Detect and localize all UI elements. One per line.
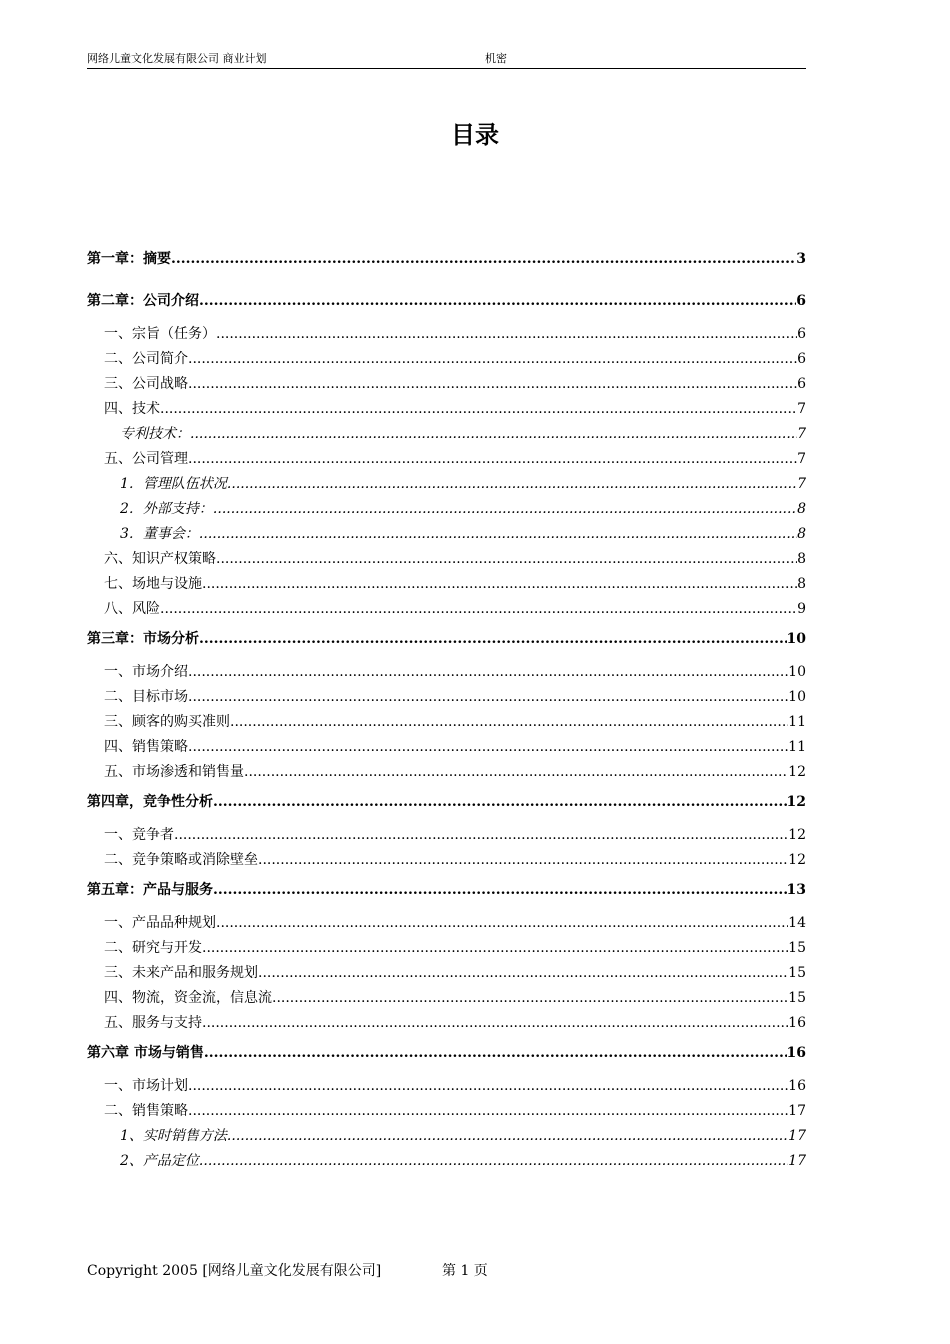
toc-entry-label: 一、产品品种规划 [104, 915, 216, 931]
toc-dot-leader [188, 372, 797, 397]
toc-entry-label: 二、公司简介 [104, 351, 188, 367]
toc-entry-page: 10 [786, 631, 806, 647]
toc-entry[interactable] [87, 246, 806, 272]
toc-entry-page: 7 [797, 401, 806, 417]
toc-entry-label: 二、目标市场 [104, 689, 188, 705]
toc-entry-label: 一、宗旨（任务） [104, 326, 216, 342]
toc-entry-page: 15 [788, 990, 806, 1006]
toc-entry-page: 16 [788, 1078, 806, 1094]
toc-dot-leader [216, 322, 797, 347]
toc-entry-page: 14 [788, 915, 806, 931]
toc-entry-page: 7 [797, 476, 806, 492]
toc-dot-leader [160, 597, 797, 622]
toc-entry-label: 第三章：市场分析 [87, 631, 199, 647]
toc-dot-leader [174, 823, 788, 848]
toc-dot-leader [190, 422, 797, 447]
toc-dot-leader [160, 397, 797, 422]
toc-entry[interactable] [87, 347, 806, 372]
toc-dot-leader [199, 626, 787, 652]
toc-entry-label: 2、产品定位 [120, 1153, 199, 1169]
toc-entry-page: 16 [788, 1015, 806, 1031]
toc-entry-label: 第二章：公司介绍 [87, 293, 199, 309]
toc-dot-leader [213, 877, 787, 903]
toc-entry-page: 15 [788, 965, 806, 981]
toc-entry-page: 8 [797, 576, 806, 592]
toc-entry[interactable] [87, 447, 806, 472]
toc-entry-page: 3 [796, 251, 806, 267]
toc-entry-page: 9 [797, 601, 806, 617]
header-confidential: 机密 [485, 52, 507, 65]
toc-entry-page: 6 [797, 326, 806, 342]
toc-dot-leader [272, 986, 788, 1011]
toc-entry-page: 17 [788, 1128, 806, 1144]
toc-entry-page: 11 [788, 739, 806, 755]
toc-entry-page: 10 [788, 664, 806, 680]
toc-dot-leader [202, 572, 797, 597]
toc-entry-label: 第六章 市场与销售 [87, 1045, 204, 1061]
toc-entry-label: 二、销售策略 [104, 1103, 188, 1119]
toc-entry-page: 12 [788, 852, 806, 868]
toc-dot-leader [188, 347, 797, 372]
toc-entry[interactable] [87, 1149, 806, 1174]
toc-entry[interactable] [87, 760, 806, 785]
toc-entry-label: 一、市场计划 [104, 1078, 188, 1094]
toc-dot-leader [188, 660, 788, 685]
header-company-plan: 网络儿童文化发展有限公司 商业计划 [87, 52, 267, 65]
toc-entry[interactable] [87, 877, 806, 903]
toc-entry-label: 四、技术 [104, 401, 160, 417]
footer-page-number: 第 1 页 [442, 1263, 488, 1279]
toc-entry-label: 1．管理队伍状况 [120, 476, 227, 492]
toc-entry-label: 二、竞争策略或消除壁垒 [104, 852, 258, 868]
toc-entry-label: 六、知识产权策略 [104, 551, 216, 567]
toc-dot-leader [199, 522, 797, 547]
toc-entry-label: 2．外部支持： [120, 501, 213, 517]
toc-entry[interactable] [87, 472, 806, 497]
toc-entry-page: 7 [797, 451, 806, 467]
toc-entry[interactable] [87, 397, 806, 422]
toc-entry[interactable] [87, 789, 806, 815]
toc-entry-label: 第一章：摘要 [87, 251, 171, 267]
toc-dot-leader [258, 848, 788, 873]
toc-entry-page: 12 [786, 794, 806, 810]
toc-entry[interactable] [87, 1040, 806, 1066]
toc-entry[interactable] [87, 1124, 806, 1149]
toc-entry-page: 15 [788, 940, 806, 956]
toc-dot-leader [227, 472, 797, 497]
toc-dot-leader [213, 789, 787, 815]
toc-entry-label: 四、销售策略 [104, 739, 188, 755]
page-header [87, 52, 806, 69]
toc-dot-leader [202, 936, 788, 961]
toc-dot-leader [204, 1040, 787, 1066]
table-of-contents [87, 246, 806, 1174]
page-title: 目录 [451, 120, 499, 149]
toc-entry-page: 10 [788, 689, 806, 705]
toc-entry-page: 11 [788, 714, 806, 730]
toc-entry[interactable] [87, 961, 806, 986]
toc-entry[interactable] [87, 572, 806, 597]
toc-dot-leader [188, 1074, 788, 1099]
toc-entry-page: 13 [786, 882, 806, 898]
toc-entry[interactable] [87, 1011, 806, 1036]
toc-dot-leader [244, 760, 788, 785]
toc-entry[interactable] [87, 685, 806, 710]
toc-dot-leader [216, 547, 797, 572]
toc-entry-page: 8 [797, 501, 806, 517]
toc-dot-leader [199, 1149, 788, 1174]
toc-entry[interactable] [87, 547, 806, 572]
toc-entry-label: 五、服务与支持 [104, 1015, 202, 1031]
toc-entry-label: 三、顾客的购买准则 [104, 714, 230, 730]
toc-dot-leader [258, 961, 788, 986]
toc-entry[interactable] [87, 372, 806, 397]
toc-entry-page: 17 [788, 1153, 806, 1169]
toc-entry[interactable] [87, 848, 806, 873]
toc-entry-page: 6 [797, 351, 806, 367]
toc-dot-leader [199, 288, 796, 314]
toc-entry-page: 16 [786, 1045, 806, 1061]
toc-entry[interactable] [87, 735, 806, 760]
toc-entry[interactable] [87, 422, 806, 447]
toc-entry-label: 五、市场渗透和销售量 [104, 764, 244, 780]
toc-entry-page: 12 [788, 827, 806, 843]
toc-entry-page: 7 [797, 426, 806, 442]
toc-entry[interactable] [87, 660, 806, 685]
toc-entry-label: 第五章：产品与服务 [87, 882, 213, 898]
toc-entry[interactable] [87, 522, 806, 547]
toc-entry-page: 17 [788, 1103, 806, 1119]
toc-entry[interactable] [87, 597, 806, 622]
toc-entry-label: 七、场地与设施 [104, 576, 202, 592]
toc-dot-leader [230, 710, 788, 735]
toc-dot-leader [188, 1099, 788, 1124]
toc-dot-leader [213, 497, 797, 522]
toc-entry-label: 八、风险 [104, 601, 160, 617]
toc-dot-leader [188, 447, 797, 472]
toc-entry[interactable] [87, 911, 806, 936]
toc-entry-page: 8 [797, 526, 806, 542]
toc-dot-leader [216, 911, 788, 936]
toc-dot-leader [202, 1011, 788, 1036]
toc-entry[interactable] [87, 288, 806, 314]
toc-entry[interactable] [87, 322, 806, 347]
toc-entry[interactable] [87, 626, 806, 652]
toc-entry-page: 8 [797, 551, 806, 567]
toc-entry-label: 专利技术： [120, 426, 190, 442]
toc-dot-leader [188, 735, 788, 760]
toc-dot-leader [188, 685, 788, 710]
toc-entry-label: 三、公司战略 [104, 376, 188, 392]
toc-entry-label: 三、未来产品和服务规划 [104, 965, 258, 981]
toc-entry-label: 3．董事会： [120, 526, 199, 542]
toc-dot-leader [227, 1124, 788, 1149]
toc-entry[interactable] [87, 823, 806, 848]
toc-entry[interactable] [87, 1099, 806, 1124]
toc-dot-leader [171, 246, 796, 272]
toc-entry-page: 6 [796, 293, 806, 309]
footer-copyright: Copyright 2005 [网络儿童文化发展有限公司] [87, 1263, 382, 1279]
toc-entry[interactable] [87, 936, 806, 961]
toc-entry[interactable] [87, 497, 806, 522]
toc-entry-label: 二、研究与开发 [104, 940, 202, 956]
toc-entry[interactable] [87, 1074, 806, 1099]
toc-entry-label: 一、竞争者 [104, 827, 174, 843]
toc-entry-label: 五、公司管理 [104, 451, 188, 467]
toc-entry-page: 6 [797, 376, 806, 392]
toc-entry[interactable] [87, 986, 806, 1011]
toc-entry-label: 第四章，竞争性分析 [87, 794, 213, 810]
toc-entry-label: 四、物流，资金流，信息流 [104, 990, 272, 1006]
toc-entry-label: 1、实时销售方法 [120, 1128, 227, 1144]
toc-entry-label: 一、市场介绍 [104, 664, 188, 680]
toc-entry[interactable] [87, 710, 806, 735]
toc-entry-page: 12 [788, 764, 806, 780]
